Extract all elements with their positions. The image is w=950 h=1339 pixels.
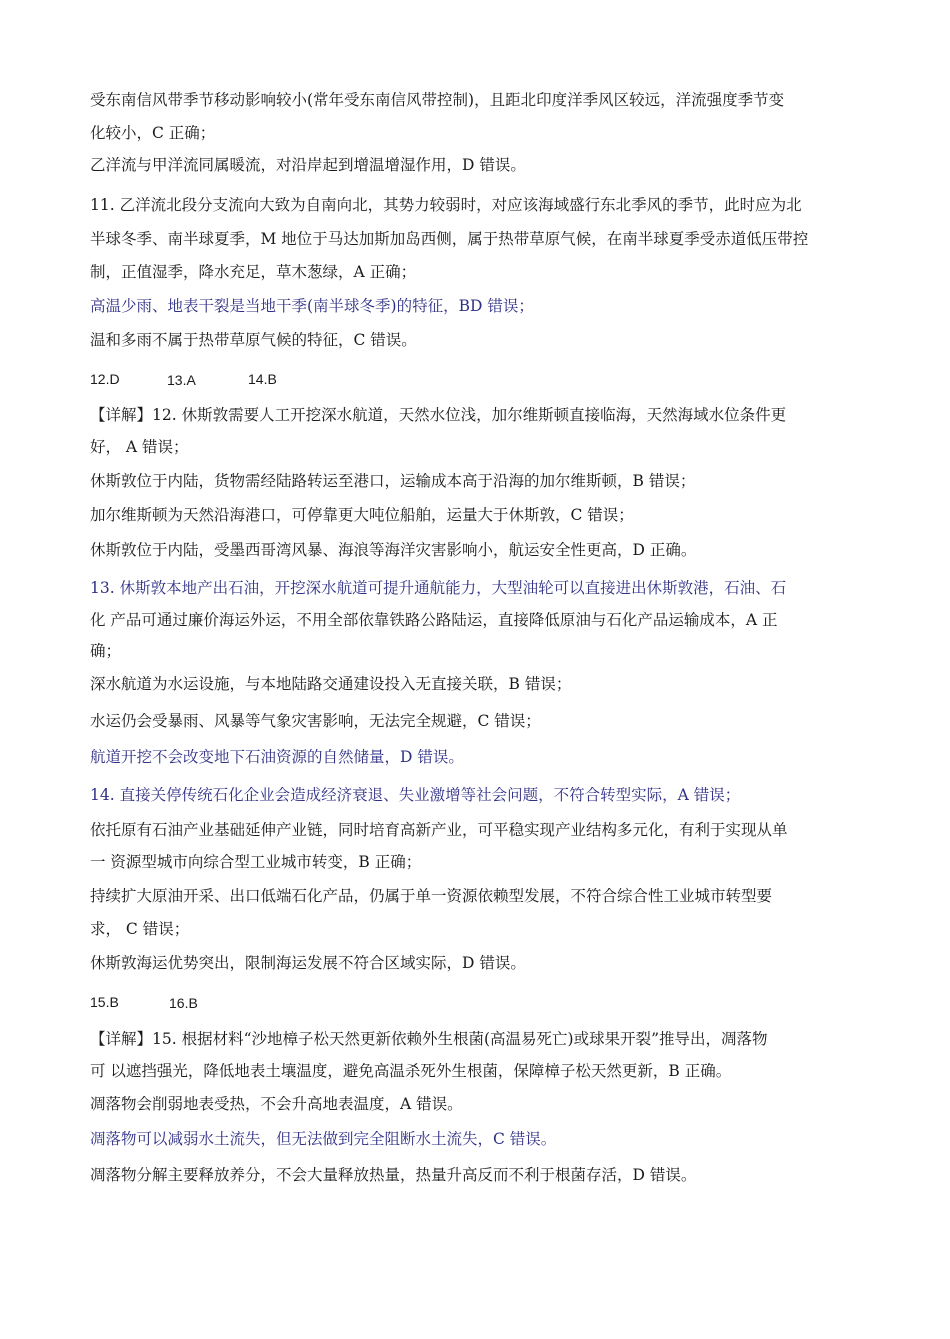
text-line: 一 资源型城市向综合型工业城市转变，B 正确； [90, 853, 422, 871]
text-line: 化 产品可通过廉价海运外运，不用全部依靠铁路公路陆运，直接降低原油与石化产品运输成本，A 正 [90, 611, 778, 629]
text-line: 凋落物分解主要释放养分，不会大量释放热量，热量升高反而不利于根菌存活，D 错误。 [90, 1166, 697, 1184]
text-line: 持续扩大原油开采、出口低端石化产品，仍属于单一资源依赖型发展，不符合综合性工业城市转型要 [90, 887, 773, 905]
text-line: 高温少雨、地表干裂是当地干季(南半球冬季)的特征，BD 错误； [90, 297, 534, 315]
text-line: 【详解】15. 根据材料“沙地樟子松天然更新依赖外生根菌(高温易死亡)或球果开裂”推导出，凋落物 [90, 1030, 768, 1048]
text-line: 深水航道为水运设施，与本地陆路交通建设投入无直接关联，B 错误； [90, 675, 572, 693]
text-line: 制，正值湿季，降水充足，草木葱绿，A 正确； [90, 263, 417, 281]
text-line: 休斯敦位于内陆，受墨西哥湾风暴、海浪等海洋灾害影响小，航运安全性更高，D 正确。 [90, 541, 697, 559]
text-line: 休斯敦位于内陆，货物需经陆路转运至港口，运输成本高于沿海的加尔维斯顿，B 错误； [90, 472, 696, 490]
text-line: 14. 直接关停传统石化企业会造成经济衰退、失业激增等社会问题，不符合转型实际，A 错误； [90, 786, 741, 804]
text-line: 求， C 错误； [90, 920, 190, 938]
text-line: 加尔维斯顿为天然沿海港口，可停靠更大吨位船舶，运量大于休斯敦，C 错误； [90, 506, 634, 524]
text-line: 确； [90, 642, 122, 660]
text-line: 温和多雨不属于热带草原气候的特征，C 错误。 [90, 331, 417, 349]
text-line: 水运仍会受暴雨、风暴等气象灾害影响，无法完全规避，C 错误； [90, 712, 541, 730]
answer-label: 16.B [169, 995, 198, 1011]
text-line: 休斯敦海运优势突出，限制海运发展不符合区域实际，D 错误。 [90, 954, 526, 972]
text-line: 航道开挖不会改变地下石油资源的自然储量，D 错误。 [90, 748, 464, 766]
text-line: 好， A 错误； [90, 438, 189, 456]
text-line: 化较小，C 正确； [90, 124, 216, 142]
text-line: 依托原有石油产业基础延伸产业链，同时培育高新产业，可平稳实现产业结构多元化，有利于实现从单 [90, 821, 788, 839]
text-line: 凋落物可以减弱水土流失，但无法做到完全阻断水土流失，C 错误。 [90, 1130, 557, 1148]
answer-label: 15.B [90, 994, 119, 1010]
text-line: 受东南信风带季节移动影响较小(常年受东南信风带控制)，且距北印度洋季风区较远，洋流强度季节变 [90, 91, 785, 109]
text-line: 13. 休斯敦本地产出石油，开挖深水航道可提升通航能力，大型油轮可以直接进出休斯敦港，石油、石 [90, 579, 787, 597]
text-line: 乙洋流与甲洋流同属暖流，对沿岸起到增温增湿作用，D 错误。 [90, 156, 526, 174]
text-line: 半球冬季、南半球夏季，M 地位于马达加斯加岛西侧，属于热带草原气候，在南半球夏季受赤道低压带控 [90, 230, 809, 248]
answer-label: 14.B [248, 371, 277, 387]
answer-label: 13.A [167, 372, 196, 388]
text-line: 可 以遮挡强光，降低地表土壤温度，避免高温杀死外生根菌，保障樟子松天然更新，B 正确。 [90, 1062, 732, 1080]
text-line: 【详解】12. 休斯敦需要人工开挖深水航道，天然水位浅，加尔维斯顿直接临海，天然海域水位条件更 [90, 406, 787, 424]
text-line: 11. 乙洋流北段分支流向大致为自南向北，其势力较弱时，对应该海域盛行东北季风的季节，此时应为北 [90, 196, 802, 214]
answer-label: 12.D [90, 371, 120, 387]
text-line: 凋落物会削弱地表受热，不会升高地表温度，A 错误。 [90, 1095, 463, 1113]
